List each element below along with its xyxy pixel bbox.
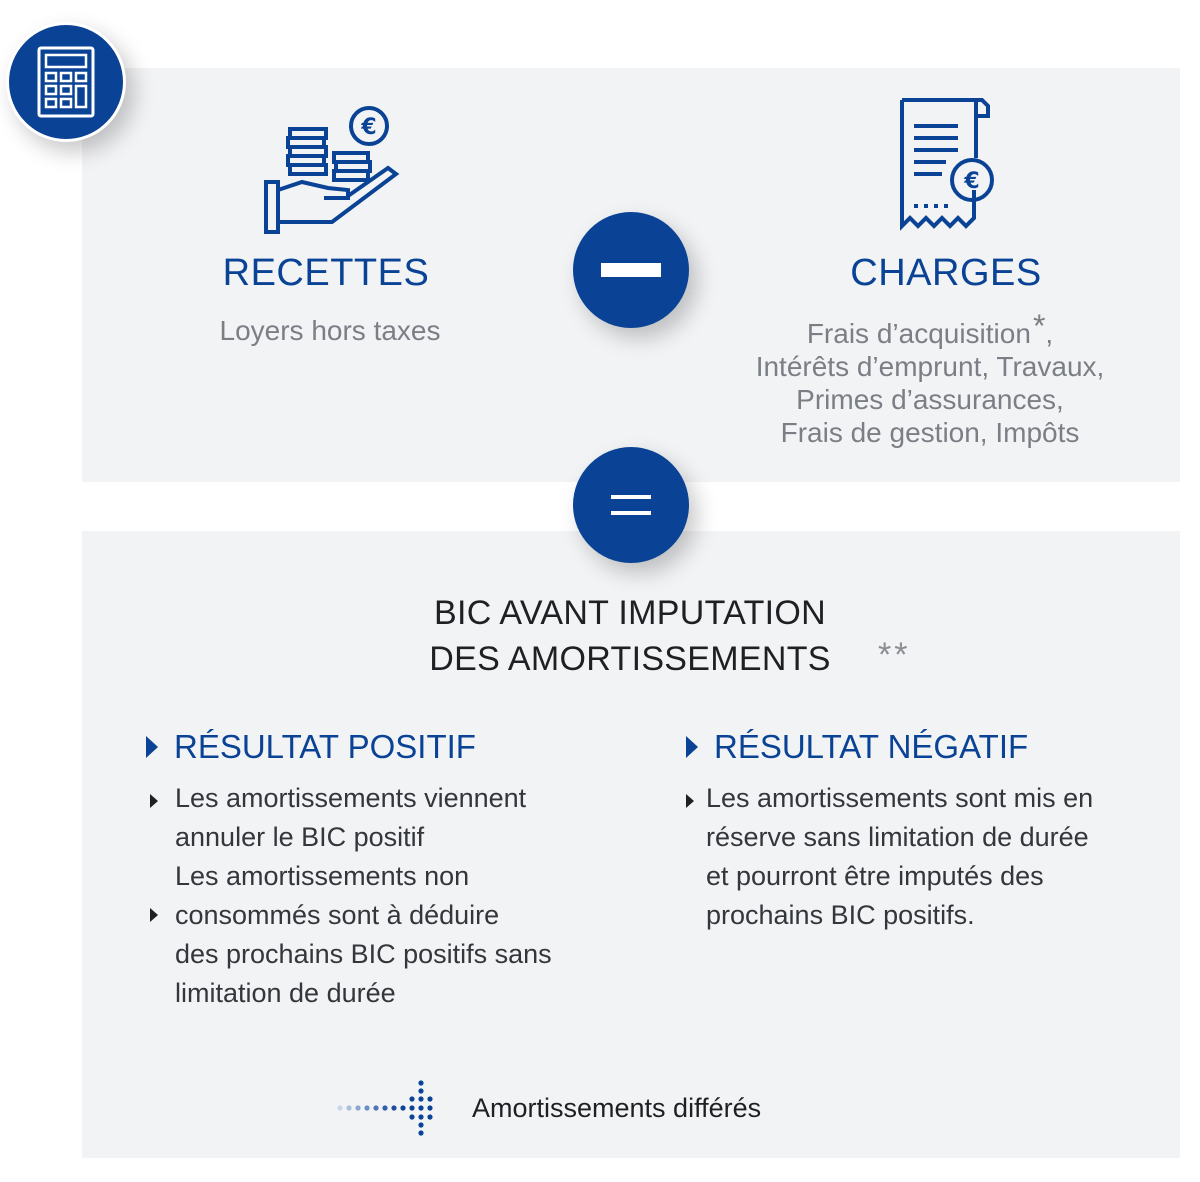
receipt-euro-icon [896, 92, 998, 234]
charges-line-3: Primes d’assurances, [796, 384, 1064, 415]
bullet-icon [686, 794, 694, 808]
charges-line-2: Intérêts d’emprunt, Travaux, [755, 351, 1105, 382]
bic-title [360, 590, 900, 682]
charges-asterisk: * [1032, 308, 1046, 344]
bic-title-line-1: BIC AVANT IMPUTATION [433, 594, 826, 632]
equals-operator [573, 447, 689, 563]
bic-title-line-2: DES AMORTISSEMENTS [429, 640, 831, 678]
calculator-badge [6, 22, 126, 142]
calculator-icon [36, 45, 96, 119]
triangle-bullet-icon [146, 736, 158, 758]
resultat-negatif-item-1: Les amortissements sont mis en réserve sans limitation de durée et pourront être imputés des prochains BIC positifs. [706, 783, 1094, 930]
equals-icon [611, 495, 651, 515]
resultat-positif-heading: RÉSULTAT POSITIF [146, 728, 476, 766]
charges-line-4: Frais de gestion, Impôts [780, 417, 1080, 448]
bic-footnote-marker: ** [878, 636, 911, 674]
recettes-title: RECETTES [222, 252, 430, 294]
resultat-positif-item-1: Les amortissements viennent annuler le BIC positif [175, 783, 527, 852]
triangle-bullet-icon [686, 736, 698, 758]
hand-coins-euro-icon [262, 104, 404, 238]
dotted-arrow-icon [336, 1080, 456, 1136]
bullet-icon [150, 794, 158, 808]
legend-label: Amortissements différés [472, 1093, 762, 1123]
charges-details [720, 310, 1140, 449]
resultat-negatif-heading: RÉSULTAT NÉGATIF [686, 728, 1028, 766]
charges-title: CHARGES [850, 252, 1042, 294]
svg-text:€: € [964, 169, 980, 194]
minus-operator [573, 212, 689, 328]
resultat-positif-item-2: Les amortissements non consommés sont à déduire des prochains BIC positifs sans limitation de durée [175, 861, 552, 1008]
minus-icon [601, 263, 661, 277]
recettes-subtitle: Loyers hors taxes [219, 315, 441, 346]
svg-text:€: € [361, 115, 377, 140]
bullet-icon [150, 908, 158, 922]
charges-line-1: Frais d’acquisition*, [806, 308, 1054, 349]
